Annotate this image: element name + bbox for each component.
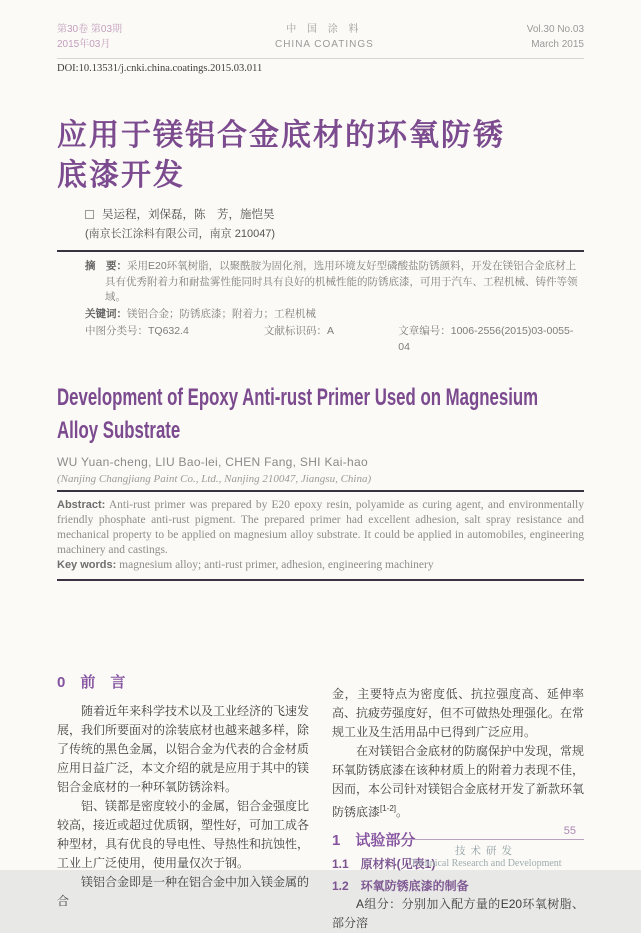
abstract-en — [57, 492, 584, 579]
footer-column-cn: 技术研发 — [455, 845, 517, 857]
volume-issue-cn: 第30卷 第03期 — [57, 24, 123, 35]
volume-issue-en: Vol.30 No.03 — [526, 24, 584, 35]
authors-en: WU Yuan-cheng, LIU Bao-lei, CHEN Fang, SHI Kai-hao — [57, 455, 368, 469]
authors-cn-row — [57, 206, 584, 222]
clc-number: 中图分类号：TQ632.4 — [85, 325, 189, 337]
abstract-en-label: Abstract: — [57, 499, 106, 511]
paragraph — [332, 742, 584, 822]
article-title-cn-line2: 底漆开发 — [57, 159, 185, 192]
keywords-cn-text: 镁铝合金；防锈底漆；附着力；工程机械 — [127, 307, 316, 320]
abstract-top-rule — [57, 250, 584, 252]
keywords-en — [57, 558, 584, 573]
paragraph-text: 在对镁铝合金底材的防腐保护中发现，常规环氧防锈底漆在该种材质上的附着力表现不佳，因而，本公司针对镁铝合金底材开发了新款环氧防锈底漆 — [332, 744, 585, 819]
abstract-cn — [85, 259, 584, 306]
affiliation-en: (Nanjing Changjiang Paint Co., Ltd., Nanjing 210047, Jiangsu, China) — [57, 473, 372, 485]
issue-date-en: March 2015 — [531, 39, 584, 50]
body-column-left — [57, 673, 309, 933]
subsection-primer-preparation: 1.2 环氧防锈底漆的制备 — [332, 879, 469, 893]
keywords-en-label: Key words: — [57, 559, 117, 571]
article-body — [57, 673, 584, 933]
section-heading-experiment: 1 试验部分 — [332, 832, 416, 849]
subsection-raw-materials: 1.1 原材料(见表1) — [332, 857, 436, 871]
issue-info-en — [527, 22, 584, 52]
journal-name — [275, 22, 374, 52]
journal-masthead — [57, 22, 584, 59]
paragraph: 金，主要特点为密度低、抗拉强度高、延伸率高、抗疲劳强度好，但不可做热处理强化。在常规工业及生活用品中已得到广泛应用。 — [332, 687, 585, 739]
abstract-en-body: Anti-rust primer was prepared by E20 epoxy resin, polyamide as curing agent, and environmentally friendly phosphate anti-rust pigment. The prepared primer had excellent adhesion, salt spray resistance and mechanical property to be applied on magnesium alloy substrate. It could be applied in automobiles, engineering machinery and castings. — [57, 499, 584, 556]
article-title-cn — [57, 116, 584, 196]
paragraph-end: 。 — [396, 805, 409, 819]
keywords-cn-label: 关键词： — [85, 307, 127, 320]
footer-column-en: Technical Research and Development — [410, 858, 562, 869]
abstract-cn-label: 摘 要： — [85, 260, 127, 272]
keywords-en-text: magnesium alloy; anti-rust primer, adhesion, engineering machinery — [116, 559, 434, 571]
classification-row — [85, 324, 584, 355]
abstract-cn-body: 采用E20环氧树脂，以聚酰胺为固化剂，选用环境友好型磷酸盐防锈颜料，开发在镁铝合金底材上具有优秀附着力和耐盐雾性能同时具有良好的机械性能的防锈底漆，可用于汽车、工程机械、铸件等领域。 — [105, 260, 578, 303]
document-code: 文献标识码：A — [264, 325, 335, 337]
section-heading-intro: 0 前 言 — [57, 674, 126, 691]
article-title-en — [57, 381, 589, 447]
issue-date-cn: 2015年03月 — [57, 39, 111, 50]
journal-name-en: CHINA COATINGS — [274, 39, 374, 50]
footer-rule — [388, 839, 584, 840]
body-column-right — [332, 673, 584, 933]
paragraph: 随着近年来科学技术以及工业经济的飞速发展，我们所要面对的涂装底材也越来越多样，除了传统的黑色金属，以铝合金为代表的合金材质应用日益广泛，本文介绍的就是应用于其中的镁铝合金底材的一种环氧防锈涂料。 — [57, 704, 310, 794]
paragraph: 铝、镁都是密度较小的金属，铝合金强度比较高，接近或超过优质钢，塑性好，可加工成各种型材，具有优良的导电性、导热性和抗蚀性，工业上广泛使用，使用量仅次于钢。 — [57, 799, 310, 870]
issue-info-cn — [57, 22, 122, 52]
author-marker-icon — [85, 210, 94, 219]
keywords-cn — [85, 307, 584, 323]
citation-ref: [1-2] — [380, 804, 397, 813]
paragraph: 镁铝合金即是一种在铝合金中加入镁金属的合 — [57, 875, 310, 908]
page-footer — [388, 824, 584, 869]
affiliation-cn: (南京长江涂料有限公司，南京 210047) — [85, 228, 276, 240]
abstract-en-text — [57, 498, 584, 558]
authors-cn: 吴运程，刘保磊，陈 芳，施恺昊 — [102, 209, 275, 221]
journal-name-cn: 中 国 涂 料 — [286, 24, 363, 35]
doi-line: DOI:10.13531/j.cnki.china.coatings.2015.03.011 — [57, 63, 263, 74]
article-title-en-line2: Alloy Substrate — [57, 417, 181, 444]
abstract-cn-text — [85, 259, 584, 306]
article-title-cn-line1: 应用于镁铝合金底材的环氧防锈 — [57, 119, 505, 152]
paragraph: A组分：分别加入配方量的E20环氧树脂、部分溶 — [332, 897, 584, 930]
abstract-en-bottom-rule — [57, 579, 584, 581]
page-number: 55 — [563, 825, 576, 837]
article-id: 文章编号：1006-2556(2015)03-0055-04 — [398, 325, 574, 353]
article-title-en-line1: Development of Epoxy Anti-rust Primer Used on Magnesium — [57, 384, 539, 411]
